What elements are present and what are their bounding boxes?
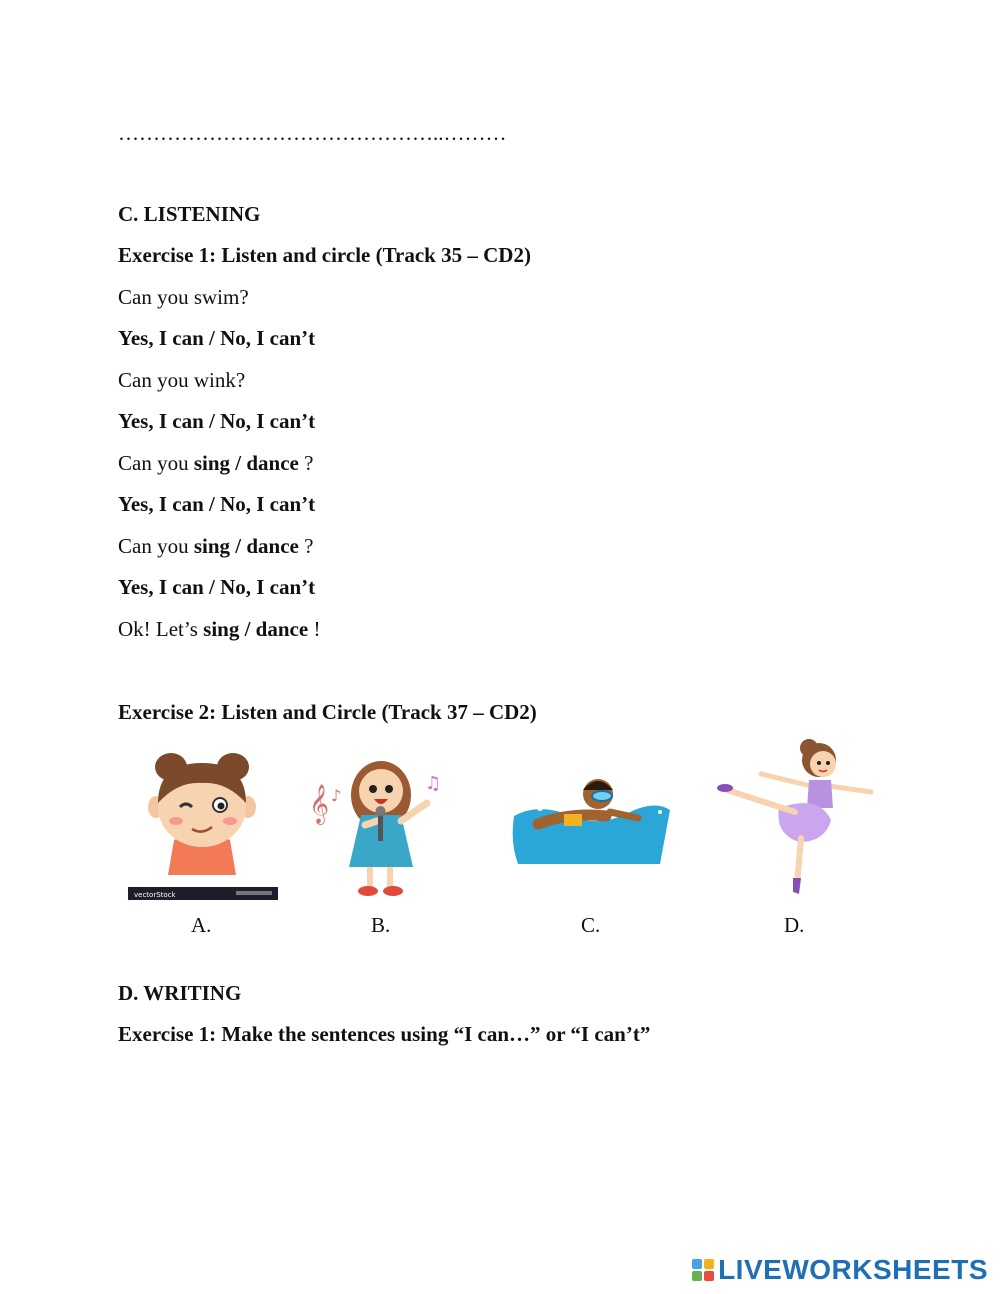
- choice-sing-dance-1[interactable]: sing / dance: [193, 451, 299, 475]
- question-swim: Can you swim?: [118, 285, 249, 309]
- answer-option-2[interactable]: Yes, I can / No, I can’t: [118, 409, 316, 433]
- dancing-girl-image: [715, 738, 875, 898]
- question-prefix: Can you: [118, 534, 194, 558]
- singing-girl-image: [305, 755, 447, 897]
- svg-text:♪: ♪: [331, 786, 342, 805]
- option-label-c: C.: [581, 913, 601, 937]
- choice-sing-dance-2[interactable]: sing / dance: [193, 534, 299, 558]
- option-label-b: B.: [371, 913, 391, 937]
- section-c-title: C. LISTENING: [118, 202, 261, 226]
- svg-text:♫: ♫: [425, 773, 442, 794]
- answer-option-1[interactable]: Yes, I can / No, I can’t: [118, 326, 316, 350]
- answer-option-3[interactable]: Yes, I can / No, I can’t: [118, 492, 316, 516]
- question-sing-dance-2: [118, 533, 313, 559]
- answer-option-4[interactable]: Yes, I can / No, I can’t: [118, 575, 316, 599]
- writing-exercise-1-title: Exercise 1: Make the sentences using “I can…” or “I can’t”: [118, 1022, 651, 1046]
- question-suffix: ?: [298, 534, 314, 558]
- exercise-2-title: Exercise 2: Listen and Circle (Track 37 – CD2): [118, 700, 537, 724]
- liveworksheets-logo: [692, 1254, 988, 1286]
- question-sing-dance-1: [118, 450, 313, 476]
- dotted-line: ………………………………………..………: [118, 121, 507, 145]
- stock-watermark: vectorStock: [134, 891, 176, 899]
- liveworksheets-logo-text: LIVEWORKSHEETS: [718, 1254, 988, 1285]
- lets-sing-dance: [118, 616, 320, 642]
- swimming-boy-image: [510, 772, 675, 868]
- winking-girl-image: [126, 745, 278, 903]
- question-prefix: Can you: [118, 451, 194, 475]
- question-suffix: !: [308, 617, 321, 641]
- exercise-1-title: Exercise 1: Listen and circle (Track 35 – CD2): [118, 243, 531, 267]
- svg-text:𝄞: 𝄞: [309, 784, 330, 824]
- choice-sing-dance-3[interactable]: sing / dance: [203, 617, 309, 641]
- liveworksheets-logo-icon: [692, 1259, 714, 1281]
- picture-a-wink[interactable]: [126, 745, 278, 903]
- question-prefix: Ok! Let’s: [118, 617, 204, 641]
- section-d-title: D. WRITING: [118, 981, 242, 1005]
- picture-b-sing[interactable]: [305, 755, 447, 897]
- option-label-a: A.: [191, 913, 212, 937]
- question-wink: Can you wink?: [118, 368, 246, 392]
- option-label-d: D.: [784, 913, 805, 937]
- question-suffix: ?: [298, 451, 314, 475]
- picture-c-swim[interactable]: [510, 772, 675, 868]
- picture-d-dance[interactable]: [715, 738, 875, 898]
